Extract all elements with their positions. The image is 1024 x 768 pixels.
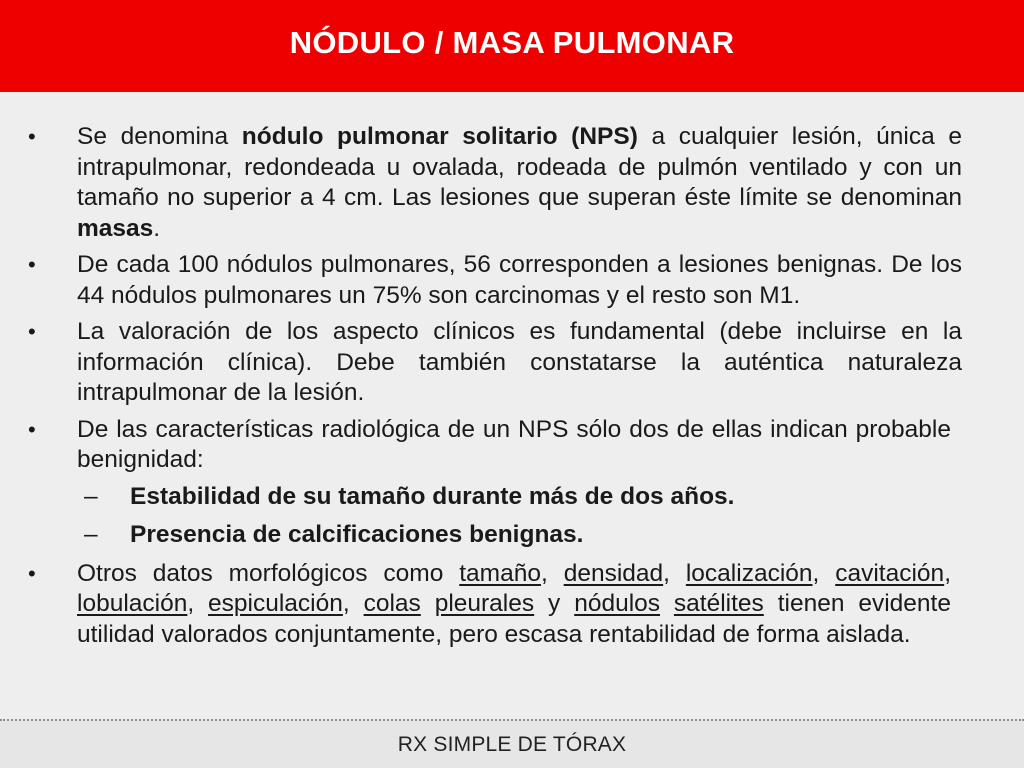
bullet-text: . bbox=[153, 214, 161, 242]
bullet-text: De las características radiológica de un NPS sólo dos de ellas indican probable benignidad: bbox=[77, 415, 951, 473]
separator: , bbox=[944, 559, 951, 587]
bullet-icon: • bbox=[28, 560, 36, 586]
bullet-icon: • bbox=[28, 124, 36, 149]
bold-term: nódulo pulmonar solitario (NPS) bbox=[241, 123, 638, 150]
bullet-text: tienen evidente utilidad valorados conjuntamente, pero escasa rentabilidad de forma aislada. bbox=[77, 590, 951, 648]
underlined-term: lobulación bbox=[77, 590, 188, 617]
page-title: NÓDULO / MASA PULMONAR bbox=[289, 25, 735, 60]
underlined-term: tamaño bbox=[459, 559, 541, 587]
sub-item-calcification bbox=[26, 520, 962, 551]
dash-icon: – bbox=[84, 482, 98, 510]
bullet-item-statistics bbox=[26, 250, 962, 311]
separator bbox=[660, 590, 674, 617]
dash-icon: – bbox=[84, 521, 98, 548]
sub-item-text: Presencia de calcificaciones benignas. bbox=[130, 521, 584, 548]
separator: y bbox=[534, 590, 575, 617]
underlined-term: colas bbox=[363, 590, 421, 617]
underlined-term: satélites bbox=[673, 590, 764, 617]
bullet-icon: • bbox=[28, 416, 36, 442]
slide-content bbox=[26, 122, 962, 656]
underlined-term: pleurales bbox=[434, 590, 535, 617]
underlined-term: densidad bbox=[563, 559, 664, 587]
bullet-text: De cada 100 nódulos pulmonares, 56 corresponden a lesiones benignas. De los 44 nódulos pulmonares un 75% son carcinomas y el resto son M1. bbox=[77, 251, 962, 309]
bullet-text: a cualquier lesión, única e intrapulmonar, redondeada u ovalada, rodeada de pulmón ventilado y con un tamaño no superior a 4 cm. Las lesiones que superan éste límite se denominan bbox=[77, 123, 962, 211]
bullet-icon: • bbox=[28, 252, 36, 277]
separator: , bbox=[663, 559, 686, 587]
bullet-text: Otros datos morfológicos como bbox=[77, 559, 460, 587]
bullet-item-morphology bbox=[26, 559, 951, 651]
underlined-term: localización bbox=[685, 559, 813, 587]
underlined-term: cavitación bbox=[835, 559, 945, 587]
bullet-icon: • bbox=[28, 319, 36, 344]
bullet-text: La valoración de los aspecto clínicos es fundamental (debe incluirse en la información clínica). Debe también constatarse la auténtica naturaleza intrapulmonar de la lesión. bbox=[77, 318, 962, 406]
underlined-term: espiculación bbox=[208, 590, 343, 617]
separator: , bbox=[187, 590, 209, 617]
sub-item-text: Estabilidad de su tamaño durante más de dos años. bbox=[130, 482, 735, 510]
bullet-item-radiologic bbox=[26, 415, 951, 476]
bold-term: masas bbox=[77, 214, 154, 242]
footer-title: RX SIMPLE DE TÓRAX bbox=[397, 733, 627, 756]
bullet-item-definition bbox=[26, 122, 962, 244]
bullet-text: Se denomina bbox=[77, 123, 242, 150]
underlined-term: nódulos bbox=[574, 590, 661, 617]
separator: , bbox=[812, 559, 836, 587]
separator bbox=[421, 590, 435, 617]
footer-divider bbox=[0, 719, 1024, 721]
separator: , bbox=[540, 559, 564, 587]
sub-item-stability bbox=[26, 482, 962, 513]
bullet-item-clinical bbox=[26, 317, 962, 409]
title-bar bbox=[0, 0, 1024, 92]
separator: , bbox=[342, 590, 364, 617]
